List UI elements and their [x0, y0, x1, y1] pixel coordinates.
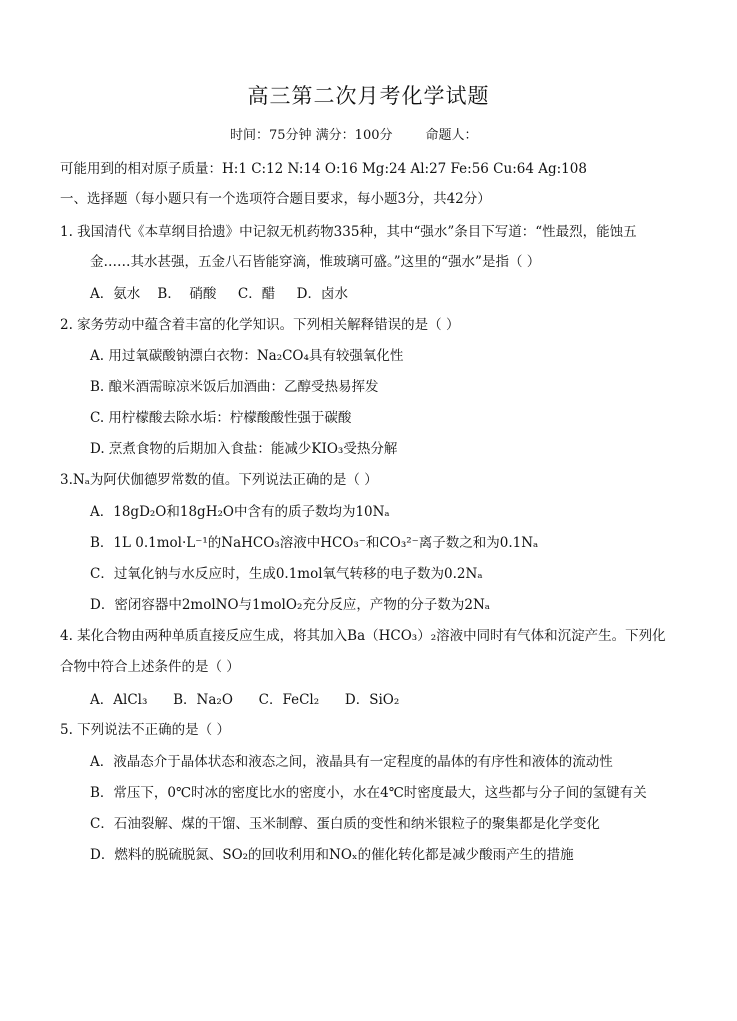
question-5-option-d: D．燃料的脱硫脱氮、SO₂的回收利用和NOₓ的催化转化都是减少酸雨产生的措施 — [90, 847, 574, 863]
question-5-option-b: B．常压下，0℃时冰的密度比水的密度小，水在4℃时密度最大，这些都与分子间的氢键有关 — [90, 785, 647, 801]
question-4-stem-line1: 4. 某化合物由两种单质直接反应生成，将其加入Ba（HCO₃）₂溶液中同时有气体和沉淀产生。下列化 — [60, 628, 666, 644]
question-2-option-d: D. 烹煮食物的后期加入食盐：能减少KIO₃受热分解 — [90, 441, 398, 457]
question-4-options: A．AlCl₃ B．Na₂O C．FeCl₂ D．SiO₂ — [90, 692, 400, 708]
question-2-stem: 2. 家务劳动中蕴含着丰富的化学知识。下列相关解释错误的是（ ） — [60, 317, 460, 333]
exam-meta: 时间：75分钟 满分：100分 命题人： — [230, 128, 478, 143]
question-2-option-b: B. 酿米酒需晾凉米饭后加酒曲：乙醇受热易挥发 — [90, 379, 379, 395]
question-5-stem: 5. 下列说法不正确的是（ ） — [60, 722, 230, 738]
question-2-option-c: C. 用柠檬酸去除水垢：柠檬酸酸性强于碳酸 — [90, 410, 352, 426]
question-3-option-d: D．密闭容器中2molNO与1molO₂充分反应，产物的分子数为2Nₐ — [90, 597, 490, 613]
question-1-options: A．氨水 B． 硝酸 C．醋 D．卤水 — [90, 286, 348, 302]
question-5-option-c: C．石油裂解、煤的干馏、玉米制醇、蛋白质的变性和纳米银粒子的聚集都是化学变化 — [90, 816, 600, 832]
question-3-stem: 3.Nₐ为阿伏伽德罗常数的值。下列说法正确的是（ ） — [60, 472, 378, 488]
question-1-stem-line2: 金……其水甚强，五金八石皆能穿滴，惟玻璃可盛。”这里的“强水”是指（ ） — [90, 254, 541, 270]
question-3-option-c: C．过氧化钠与水反应时，生成0.1mol氧气转移的电子数为0.2Nₐ — [90, 566, 483, 582]
question-3-option-b: B．1L 0.1mol·L⁻¹的NaHCO₃溶液中HCO₃⁻和CO₃²⁻离子数之和为0.1Nₐ — [90, 535, 539, 551]
question-4-stem-line2: 合物中符合上述条件的是（ ） — [60, 659, 240, 675]
question-5-option-a: A．液晶态介于晶体状态和液态之间，液晶具有一定程度的晶体的有序性和液体的流动性 — [90, 754, 613, 770]
question-3-option-a: A．18gD₂O和18gH₂O中含有的质子数均为10Nₐ — [90, 504, 390, 520]
question-1-stem-line1: 1. 我国清代《本草纲目拾遗》中记叙无机药物335种，其中“强水”条目下写道：“性最烈，能蚀五 — [60, 224, 637, 240]
atomic-masses: 可能用到的相对原子质量：H:1 C:12 N:14 O:16 Mg:24 Al:27 Fe:56 Cu:64 Ag:108 — [60, 161, 587, 177]
section-title: 一、选择题（每小题只有一个选项符合题目要求，每小题3分，共42分） — [60, 191, 491, 207]
question-2-option-a: A. 用过氧碳酸钠漂白衣物：Na₂CO₄具有较强氧化性 — [90, 348, 404, 364]
exam-title: 高三第二次月考化学试题 — [247, 84, 490, 108]
